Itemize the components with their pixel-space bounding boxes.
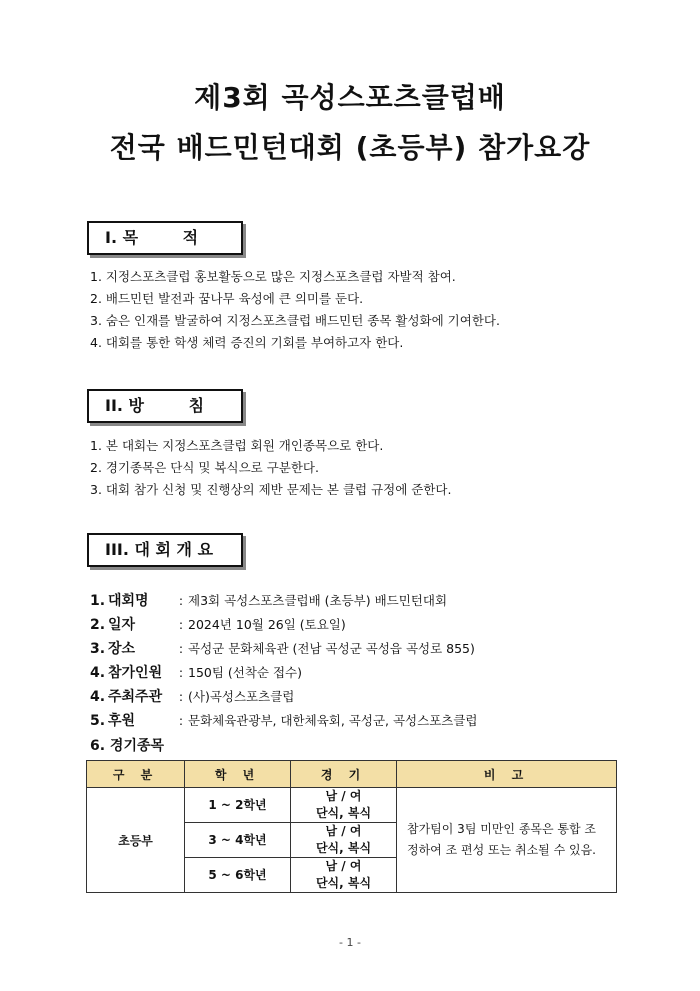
list-item: 1. 지정스포츠클럽 홍보활동으로 많은 지정스포츠클럽 자발적 참여. xyxy=(90,269,456,284)
overview-num: 1. xyxy=(90,593,106,609)
overview-num: 4. xyxy=(90,665,106,681)
overview-num: 3. xyxy=(90,641,106,657)
game-type: 단식, 복식 xyxy=(315,806,372,820)
purpose-list xyxy=(90,266,500,354)
grade-cell: 1 ~ 2학년 xyxy=(185,788,291,823)
colon: : xyxy=(178,593,184,608)
overview-num: 2. xyxy=(90,617,106,633)
game-cell xyxy=(291,858,397,893)
header-note: 비 고 xyxy=(397,761,617,788)
table-header-row xyxy=(87,761,617,788)
colon: : xyxy=(178,617,184,632)
document-title-line2: 전국 배드민턴대회 (초등부) 참가요강 xyxy=(109,131,591,164)
table-row xyxy=(87,788,617,823)
overview-value: 곡성군 문화체육관 (전남 곡성군 곡성읍 곡성로 855) xyxy=(188,641,475,656)
colon: : xyxy=(178,641,184,656)
overview-label: 대회명 xyxy=(108,593,149,609)
list-item: 2. 경기종목은 단식 및 복식으로 구분한다. xyxy=(90,460,319,475)
events-title: 6. 경기종목 xyxy=(90,738,165,754)
overview-row xyxy=(90,637,478,661)
overview-row xyxy=(90,685,478,709)
section-heading-overview: III. 대 회 개 요 xyxy=(87,533,243,567)
game-gender: 남 / 여 xyxy=(325,859,362,873)
game-cell xyxy=(291,823,397,858)
game-gender: 남 / 여 xyxy=(325,824,362,838)
colon: : xyxy=(178,689,184,704)
overview-row xyxy=(90,613,478,637)
overview-row xyxy=(90,661,478,685)
game-cell xyxy=(291,788,397,823)
overview-num: 4. xyxy=(90,689,106,705)
header-division: 구 분 xyxy=(87,761,185,788)
section-heading-purpose: I. 목 적 xyxy=(87,221,243,255)
policy-list xyxy=(90,435,451,501)
colon: : xyxy=(178,665,184,680)
overview-label: 일자 xyxy=(108,617,136,633)
overview-value: 150팀 (선착순 접수) xyxy=(188,665,303,680)
list-item: 3. 숨은 인재를 발굴하여 지정스포츠클럽 배드민턴 종목 활성화에 기여한다. xyxy=(90,313,500,328)
list-item: 3. 대회 참가 신청 및 진행상의 제반 문제는 본 클럽 규정에 준한다. xyxy=(90,482,452,497)
header-game: 경 기 xyxy=(291,761,397,788)
overview-row xyxy=(90,589,478,613)
colon: : xyxy=(178,713,184,728)
overview-value: (사)곡성스포츠클럽 xyxy=(188,689,295,704)
overview-list xyxy=(90,589,478,733)
game-type: 단식, 복식 xyxy=(315,876,372,890)
list-item: 2. 배드민턴 발전과 꿈나무 육성에 큰 의미를 둔다. xyxy=(90,291,364,306)
list-item: 1. 본 대회는 지정스포츠클럽 회원 개인종목으로 한다. xyxy=(90,438,384,453)
document-title-line1: 제3회 곡성스포츠클럽배 xyxy=(194,81,506,114)
overview-label: 후원 xyxy=(108,713,136,729)
grade-cell: 5 ~ 6학년 xyxy=(185,858,291,893)
game-type: 단식, 복식 xyxy=(315,841,372,855)
overview-value: 2024년 10월 26일 (토요일) xyxy=(188,617,346,632)
overview-value: 문화체육관광부, 대한체육회, 곡성군, 곡성스포츠클럽 xyxy=(188,713,478,728)
events-table xyxy=(86,760,617,893)
header-grade: 학 년 xyxy=(185,761,291,788)
overview-label: 주최주관 xyxy=(108,689,163,705)
page-number: - 1 - xyxy=(339,936,361,949)
section-heading-policy: II. 방 침 xyxy=(87,389,243,423)
game-gender: 남 / 여 xyxy=(325,789,362,803)
grade-cell: 3 ~ 4학년 xyxy=(185,823,291,858)
overview-value: 제3회 곡성스포츠클럽배 (초등부) 배드민턴대회 xyxy=(188,593,448,608)
overview-label: 참가인원 xyxy=(108,665,163,681)
list-item: 4. 대회를 통한 학생 체력 증진의 기회를 부여하고자 한다. xyxy=(90,335,404,350)
overview-row xyxy=(90,709,478,733)
note-cell: 참가팀이 3팀 미만인 종목은 통합 조정하여 조 편성 또는 취소될 수 있음. xyxy=(397,788,617,893)
overview-num: 5. xyxy=(90,713,106,729)
division-cell: 초등부 xyxy=(87,788,185,893)
overview-label: 장소 xyxy=(108,641,136,657)
